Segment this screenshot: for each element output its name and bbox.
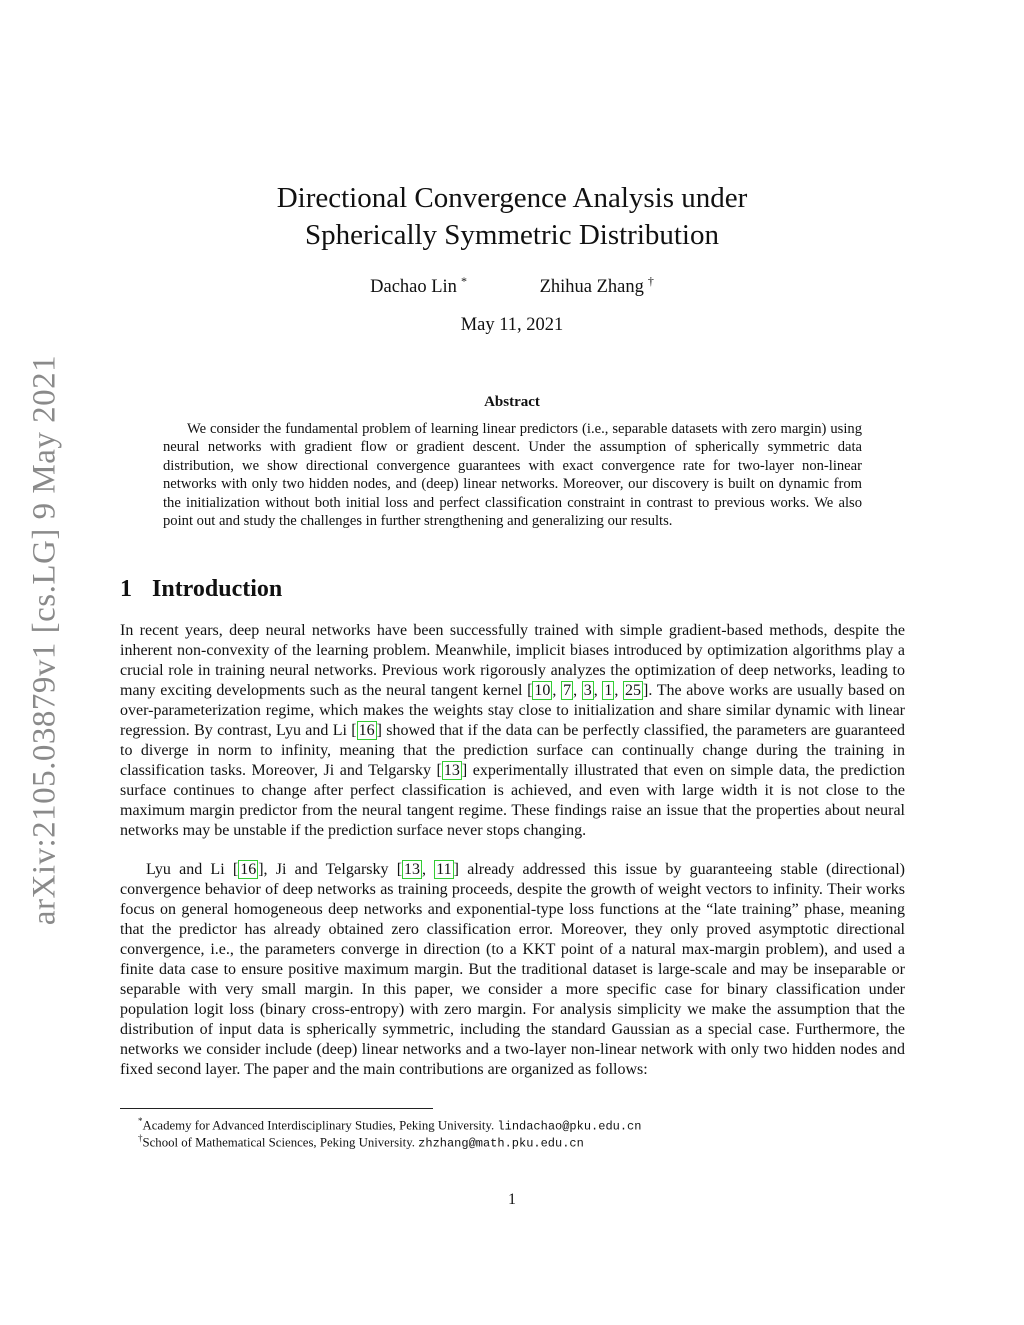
footnote-divider: [120, 1108, 433, 1109]
citation-link[interactable]: 3: [583, 681, 592, 699]
section-title: Introduction: [152, 576, 283, 602]
author-1-footnote-mark[interactable]: *: [460, 274, 467, 288]
citation-link[interactable]: 10: [534, 681, 551, 699]
section-heading: [120, 576, 282, 603]
citation-link[interactable]: 11: [436, 861, 452, 878]
arxiv-identifier: arXiv:2105.03879v1 [cs.LG] 9 May 2021: [26, 354, 63, 926]
footnote-email-2[interactable]: zhzhang@math.pku.edu.cn: [418, 1136, 584, 1151]
citation-link[interactable]: 16: [358, 721, 375, 739]
abstract-heading: Abstract: [484, 394, 540, 410]
author-1: Dachao Lin *: [370, 274, 467, 298]
author-2: Zhihua Zhang †: [539, 274, 654, 298]
author-list: [0, 274, 1024, 298]
publication-date: May 11, 2021: [460, 315, 564, 335]
intro-paragraph-1: In recent years, deep neural networks have been successfully trained with simple gradient-based methods, despite the inherent non-convexity of the learning problem. Meanwhile, implicit biases introduced by optimization algorithms play a crucial role in training neural networks. Previous work rigorously analyzes the optimization of deep networks, leading to many exciting developments such as the neural tangent kernel [ 10 , 7 , 3 , 1 , 25 ]. The above works are usually based on over-parameterization regime, which makes the weights stay close to initialization and share similar dynamic with linear regression. By contrast, Lyu and Li [ 16 ] showed that if the data can be perfectly classified, the parameters are guaranteed to diverge in norm to infinity, meaning that the prediction surface can continually change during the training in classification tasks. Moreover, Ji and Telgarsky [ 13 ] experimentally illustrated that even on simple data, the prediction surface continues to change after perfect classification is achieved, and even with large width it is not close to the maximum margin predictor from the neural tangent regime. These findings raise an issue that the properties about neural networks may be unstable if the prediction surface never stops changing.: [120, 622, 906, 839]
citation-link[interactable]: 7: [563, 681, 572, 699]
citation-link[interactable]: 16: [240, 861, 257, 878]
page-number: 1: [508, 1191, 516, 1208]
citation-link[interactable]: 13: [404, 861, 421, 878]
abstract-text: We consider the fundamental problem of learning linear predictors (i.e., separable datasets with zero margin) using neural networks with gradient flow or gradient descent. Under the assumption of spherically symmetric data distribution, we show directional convergence guarantees with exact convergence rate for two-layer non-linear networks with only two hidden nodes, and (deep) linear networks. Moreover, our discovery is built on dynamic from the initialization without both initial loss and perfect classification constraint in contrast to previous works. We also point out and study the challenges in further strengthening and generalizing our results.: [163, 421, 862, 530]
footnote-2: †School of Mathematical Sciences, Peking University. zhzhang@math.pku.edu.cn: [138, 1133, 584, 1151]
citation-link[interactable]: 1: [604, 681, 613, 699]
paper-title-line-2: Spherically Symmetric Distribution: [304, 219, 719, 251]
footnote-email-1[interactable]: lindachao@pku.edu.cn: [497, 1119, 642, 1134]
intro-paragraph-2: Lyu and Li [ 16 ], Ji and Telgarsky [ 13 , 11 ] already addressed this issue by guaranteeing stable (directional) convergence behavior of deep networks as training proceeds, despite the growth of weight vectors to infinity. Their works focus on general homogeneous deep networks and exponential-type loss functions at the “late training” phase, meaning that the predictor has already obtained zero classification error. Moreover, they only proved asymptotic directional convergence, i.e., the parameters converge in direction (to a KKT point of a natural max-margin problem), and used a finite data case to ensure positive maximum margin. But the traditional dataset is large-scale and may be inseparable or separable with very small margin. In this paper, we consider a more specific case for binary classification under population logit loss (binary cross-entropy) with zero margin. For analysis simplicity we make the assumption that the distribution of input data is spherically symmetric, including the standard Gaussian as a special case. Furthermore, the networks we consider include (deep) linear networks and a two-layer non-linear network with only two hidden nodes and fixed second layer. The paper and the main contributions are organized as follows:: [120, 861, 906, 1078]
citation-link[interactable]: 13: [443, 761, 460, 779]
author-2-footnote-mark[interactable]: †: [647, 274, 654, 288]
section-number: 1: [120, 576, 132, 602]
citation-group: [ 10 , 7 , 3 , 1 , 25 ]: [527, 681, 649, 699]
citation-link[interactable]: 25: [625, 681, 642, 699]
footnote-1: *Academy for Advanced Interdisciplinary Studies, Peking University. lindachao@pku.edu.cn: [138, 1116, 642, 1134]
paper-title-line-1: Directional Convergence Analysis under: [276, 182, 748, 214]
